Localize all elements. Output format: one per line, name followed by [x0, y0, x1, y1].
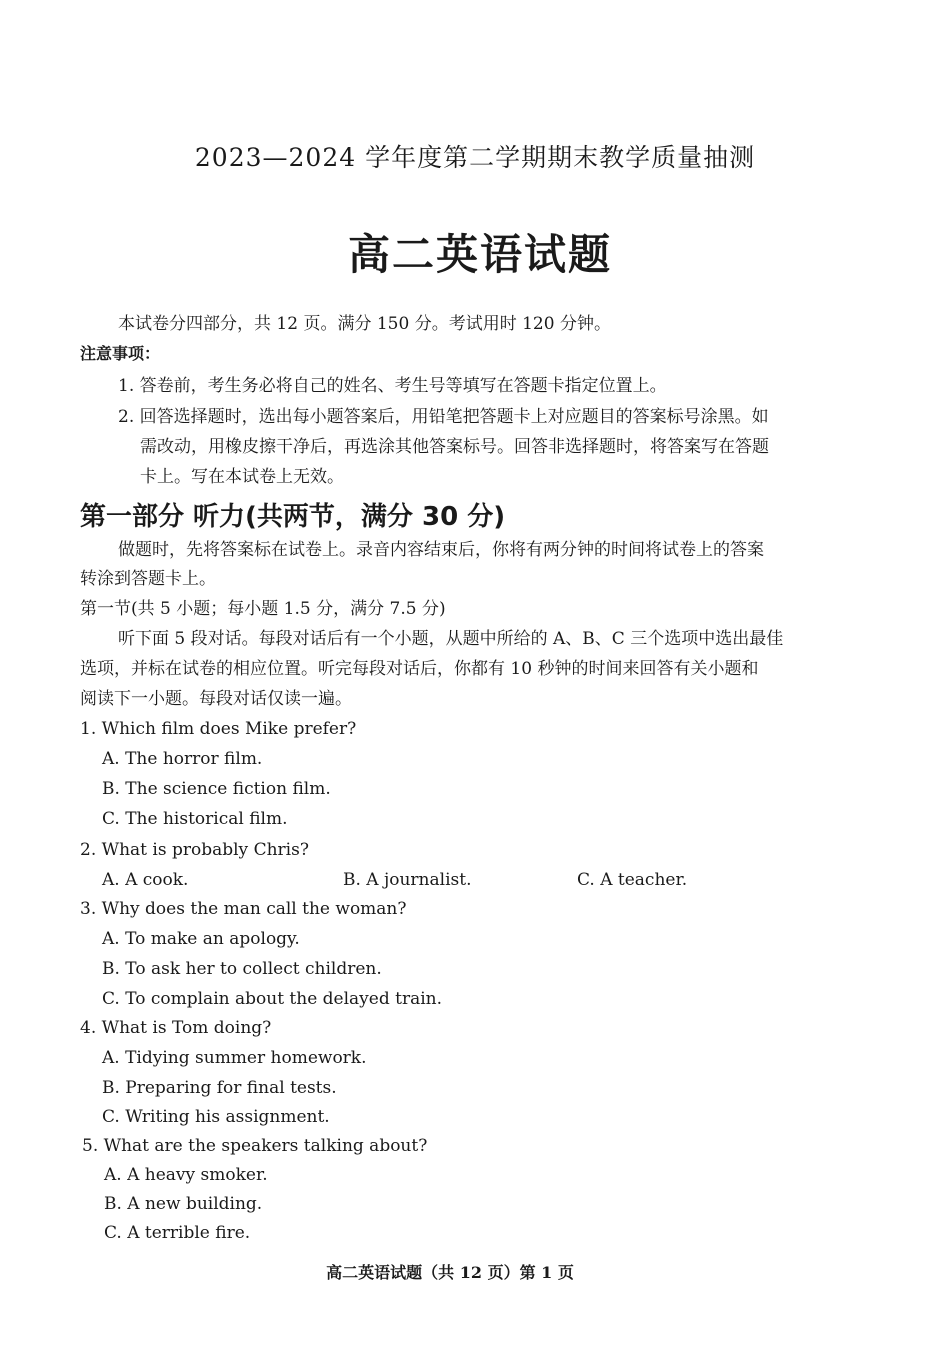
section-one-heading: 第一节(共 5 小题；每小题 1.5 分，满分 7.5 分)	[80, 599, 446, 619]
question-3-option-c: C. To complain about the delayed train.	[102, 989, 443, 1009]
notice-item-2-line-3: 卡上。写在本试卷上无效。	[140, 467, 344, 487]
question-2-stem: 2. What is probably Chris?	[80, 840, 309, 860]
question-3-option-b: B. To ask her to collect children.	[102, 959, 382, 979]
question-4-option-c: C. Writing his assignment.	[102, 1107, 330, 1127]
part-one-instruction-line-1: 做题时，先将答案标在试卷上。录音内容结束后，你将有两分钟的时间将试卷上的答案	[118, 540, 764, 560]
page-footer: 高二英语试题（共 12 页）第 1 页	[326, 1263, 574, 1282]
exam-session-title: 2023—2024 学年度第二学期期末教学质量抽测	[194, 143, 756, 172]
question-1-option-a: A. The horror film.	[102, 749, 263, 769]
question-4-option-a: A. Tidying summer homework.	[102, 1048, 367, 1068]
paper-summary: 本试卷分四部分，共 12 页。满分 150 分。考试用时 120 分钟。	[118, 314, 611, 334]
question-1-option-b: B. The science fiction film.	[102, 779, 331, 799]
question-4-stem: 4. What is Tom doing?	[80, 1018, 272, 1038]
notice-item-2-line-1: 2. 回答选择题时，选出每小题答案后，用铅笔把答题卡上对应题目的答案标号涂黑。如	[118, 407, 769, 427]
notice-item-2-line-2: 需改动，用橡皮擦干净后，再选涂其他答案标号。回答非选择题时，将答案写在答题	[140, 437, 769, 457]
section-one-instruction-line-2: 选项，并标在试卷的相应位置。听完每段对话后，你都有 10 秒钟的时间来回答有关小题和	[80, 659, 759, 679]
question-5-option-b: B. A new building.	[104, 1194, 263, 1214]
question-1-stem: 1. Which film does Mike prefer?	[80, 719, 357, 739]
part-one-instruction-line-2: 转涂到答题卡上。	[80, 569, 216, 589]
notice-heading: 注意事项：	[80, 344, 161, 363]
part-one-title: 第一部分 听力(共两节，满分 30 分)	[80, 502, 506, 532]
question-2-option-b: B. A journalist.	[343, 870, 472, 890]
question-3-stem: 3. Why does the man call the woman?	[80, 899, 407, 919]
question-4-option-b: B. Preparing for final tests.	[102, 1078, 337, 1098]
question-2-option-c: C. A teacher.	[577, 870, 688, 890]
question-3-option-a: A. To make an apology.	[102, 929, 300, 949]
section-one-instruction-line-3: 阅读下一小题。每段对话仅读一遍。	[80, 689, 352, 709]
question-5-option-c: C. A terrible fire.	[104, 1223, 251, 1243]
question-5-stem: 5. What are the speakers talking about?	[82, 1136, 428, 1156]
question-1-option-c: C. The historical film.	[102, 809, 288, 829]
question-5-option-a: A. A heavy smoker.	[104, 1165, 268, 1185]
section-one-instruction-line-1: 听下面 5 段对话。每段对话后有一个小题，从题中所给的 A、B、C 三个选项中选出最佳	[118, 629, 784, 649]
notice-item-1: 1. 答卷前，考生务必将自己的姓名、考生号等填写在答题卡指定位置上。	[118, 376, 667, 396]
question-2-option-a: A. A cook.	[102, 870, 189, 890]
subject-title: 高二英语试题	[347, 230, 612, 279]
